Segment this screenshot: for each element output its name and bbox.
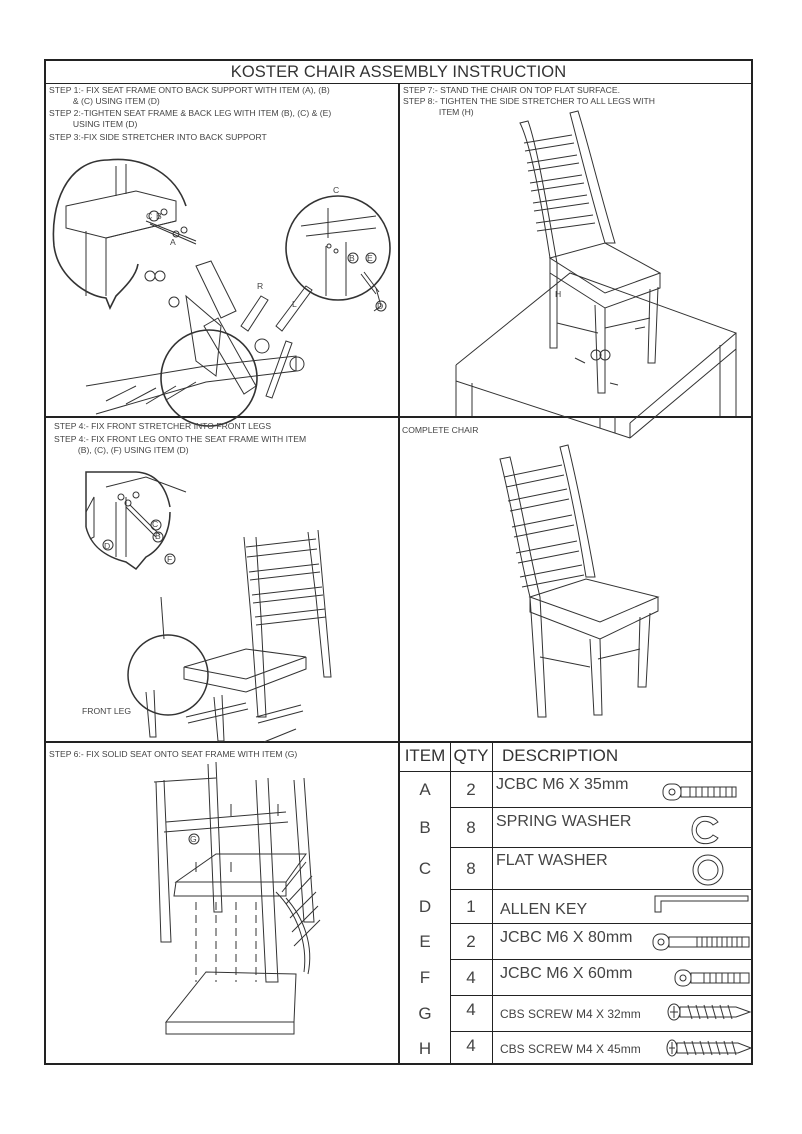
step-3-text: STEP 3:-FIX SIDE STRETCHER INTO BACK SUPPORT	[49, 132, 267, 142]
flat-washer-icon	[691, 853, 725, 887]
row-qty: 2	[466, 779, 476, 799]
row-description: JCBC M6 X 35mm	[496, 776, 629, 793]
step-4a-text: STEP 4:- FIX FRONT STRETCHER INTO FRONT LEGS	[54, 421, 272, 431]
callout-f: F	[167, 554, 173, 564]
step-1-text: STEP 1:- FIX SEAT FRAME ONTO BACK SUPPORT WITH ITEM (A), (B) & (C) USING ITEM (D)	[49, 85, 330, 106]
row-item: A	[419, 779, 431, 799]
parts-table	[400, 741, 754, 1065]
step-1-3-illustration	[46, 146, 398, 414]
parts-table-header	[400, 741, 754, 771]
row-qty: 2	[466, 931, 476, 951]
header-item: ITEM	[404, 746, 446, 765]
step-8-text: STEP 8:- TIGHTEN THE SIDE STRETCHER TO ALL LEGS WITH ITEM (H)	[403, 96, 655, 117]
table-row	[400, 960, 754, 995]
step-6-illustration	[46, 742, 398, 1066]
step-2-text: STEP 2:-TIGHTEN SEAT FRAME & BACK LEG WITH ITEM (B), (C) & (E) USING ITEM (D)	[49, 108, 332, 129]
table-row	[400, 924, 754, 959]
row-description: FLAT WASHER	[496, 852, 608, 869]
callout-c2: C	[333, 185, 340, 195]
front-leg-label: FRONT LEG	[82, 706, 132, 716]
table-row	[400, 890, 754, 923]
row-item: H	[418, 1038, 432, 1058]
row-item: F	[419, 967, 431, 987]
step-4b-text: STEP 4:- FIX FRONT LEG ONTO THE SEAT FRAME WITH ITEM (B), (C), (F) USING ITEM (D)	[54, 434, 307, 455]
step-7-8-illustration	[400, 83, 752, 416]
table-row	[400, 808, 754, 847]
callout-b: B	[156, 211, 162, 221]
spring-washer-icon	[688, 814, 724, 846]
row-description: JCBC M6 X 60mm	[500, 965, 633, 982]
callout-r: R	[257, 281, 264, 291]
row-qty: 8	[466, 817, 476, 837]
row-item: C	[418, 858, 432, 878]
row-item: D	[418, 896, 432, 916]
callout-h-label: H	[555, 289, 562, 299]
header-qty: QTY	[453, 746, 489, 765]
callout-c: C	[146, 211, 153, 221]
callout-a: A	[170, 237, 176, 247]
callout-g: G	[190, 834, 197, 844]
bolt-medium-icon	[674, 968, 752, 988]
bolt-short-icon	[662, 782, 742, 802]
step-4-illustration	[46, 417, 398, 741]
page-title: KOSTER CHAIR ASSEMBLY INSTRUCTION	[46, 61, 751, 84]
complete-chair-text: COMPLETE CHAIR	[402, 425, 479, 435]
row-description: JCBC M6 X 80mm	[500, 929, 633, 946]
callout-e: E	[367, 253, 373, 263]
row-description: CBS SCREW M4 X 32mm	[500, 1006, 641, 1021]
table-row	[400, 996, 754, 1031]
row-qty: 1	[466, 896, 476, 916]
row-item: E	[419, 931, 431, 951]
callout-c3: C	[152, 519, 159, 529]
row-qty: 4	[466, 1000, 476, 1019]
callout-b3: B	[155, 531, 161, 541]
complete-chair-illustration	[400, 417, 752, 741]
header-description: DESCRIPTION	[502, 746, 619, 765]
callout-b2: B	[349, 253, 355, 263]
table-row	[400, 1032, 754, 1065]
step-6-text: STEP 6:- FIX SOLID SEAT ONTO SEAT FRAME WITH ITEM (G)	[49, 749, 298, 759]
callout-d: D	[377, 301, 384, 311]
row-qty: 4	[466, 967, 476, 987]
row-description: CBS SCREW M4 X 45mm	[500, 1041, 641, 1056]
allen-key-icon	[654, 894, 750, 914]
callout-l: L	[292, 299, 297, 309]
callout-d3: D	[104, 541, 111, 551]
table-row	[400, 848, 754, 889]
step-7-text: STEP 7:- STAND THE CHAIR ON TOP FLAT SURFACE.	[403, 85, 620, 95]
row-item: G	[418, 1003, 432, 1023]
assembly-sheet	[44, 59, 753, 1065]
bolt-long-icon	[652, 932, 752, 952]
row-description: ALLEN KEY	[500, 900, 588, 918]
row-qty: 8	[466, 858, 476, 878]
wood-screw-long-icon	[666, 1038, 752, 1058]
table-row	[400, 772, 754, 807]
row-description: SPRING WASHER	[496, 813, 632, 830]
wood-screw-icon	[666, 1002, 752, 1022]
row-item: B	[419, 817, 431, 837]
row-qty: 4	[466, 1036, 476, 1055]
